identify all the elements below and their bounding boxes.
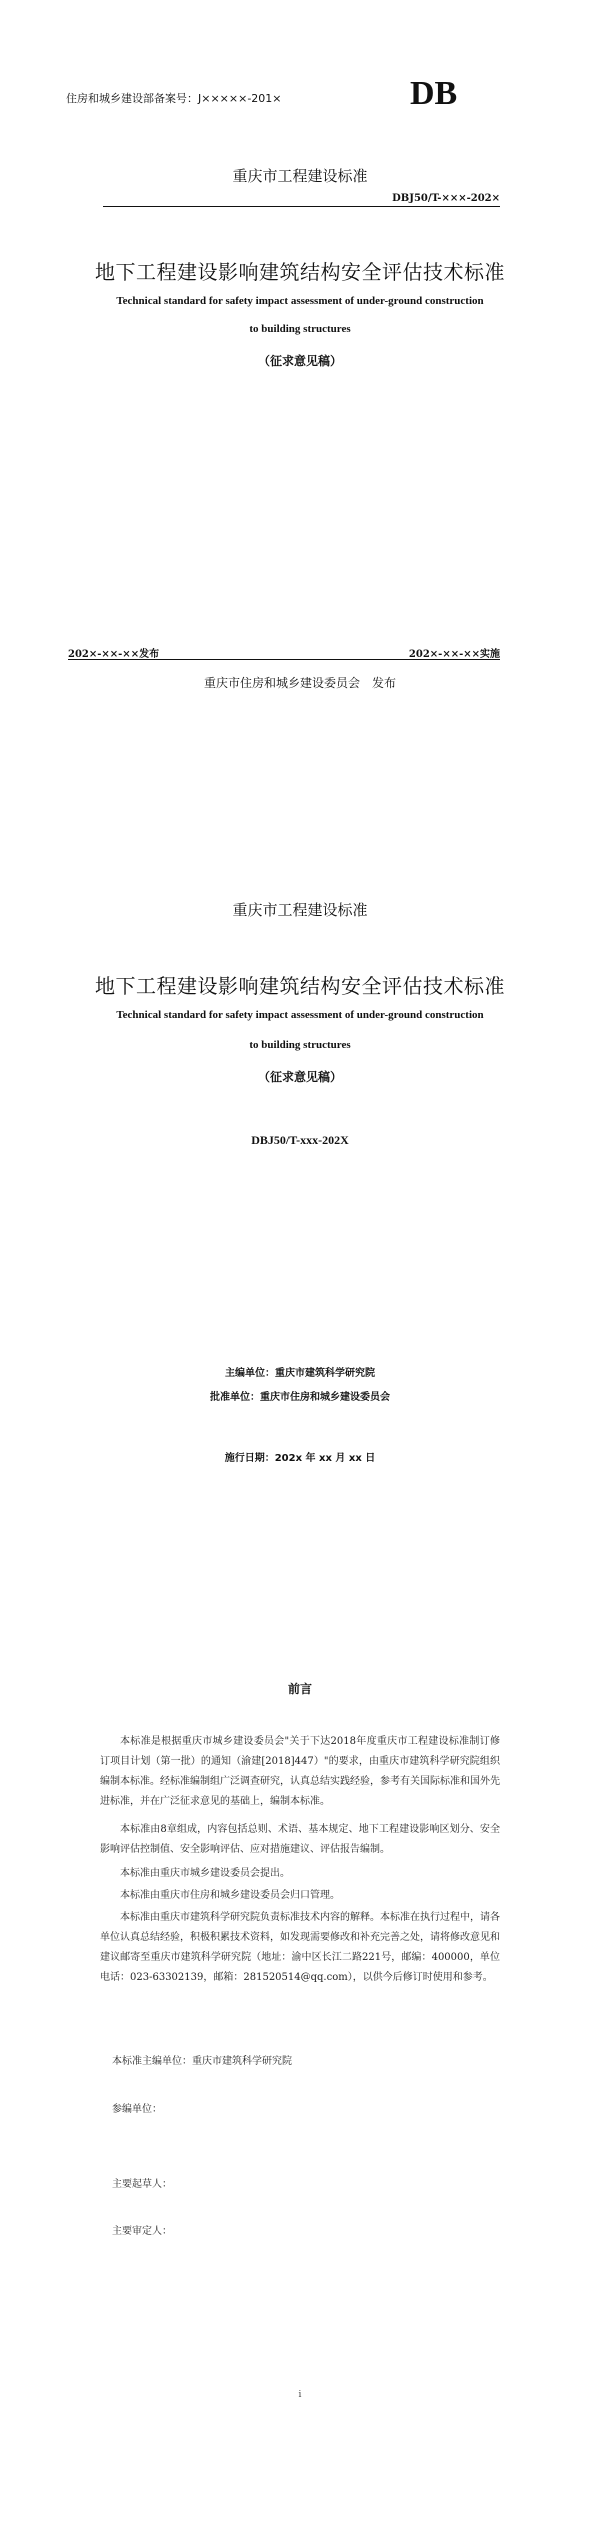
- cover-series: 重庆市工程建设标准: [232, 167, 368, 185]
- db-mark: DB: [410, 75, 458, 112]
- participants-line: 参编单位：: [112, 2104, 162, 2115]
- cover-title-cn: 地下工程建设影响建筑结构安全评估技术标准: [95, 260, 505, 284]
- cover-title-en-2: to building structures: [249, 323, 351, 335]
- cover-title-en-1: Technical standard for safety impact assessment of under-ground construction: [116, 295, 484, 307]
- approval-unit: 批准单位：重庆市住房和城乡建设委员会: [210, 1392, 390, 1403]
- reviewers-line: 主要审定人：: [112, 2226, 172, 2237]
- drafters-line: 主要起草人：: [112, 2179, 172, 2190]
- effective-date: 施行日期：202x 年 xx 月 xx 日: [224, 1453, 376, 1464]
- title-page-draft-label: （征求意见稿）: [257, 1070, 342, 1084]
- cover-code-rule: [103, 206, 500, 207]
- implementation-date: 202×-××-××实施: [408, 649, 500, 660]
- preface-heading: 前言: [287, 1682, 312, 1696]
- issue-date: 202×-××-××发布: [68, 649, 160, 660]
- record-number: 住房和城乡建设部备案号：J×××××-201×: [66, 92, 282, 105]
- cover-code: DBJ50/T-×××-202×: [392, 193, 500, 204]
- chief-unit-line: 本标准主编单位：重庆市建筑科学研究院: [112, 2056, 292, 2067]
- title-page-title-en-2: to building structures: [249, 1039, 351, 1051]
- title-page-title-en-1: Technical standard for safety impact assessment of under-ground construction: [116, 1009, 484, 1021]
- publisher: 重庆市住房和城乡建设委员会 发布: [203, 676, 396, 690]
- title-page-title-cn: 地下工程建设影响建筑结构安全评估技术标准: [95, 974, 505, 998]
- title-page-code: DBJ50/T-xxx-202X: [251, 1133, 349, 1147]
- date-rule: [68, 659, 500, 660]
- page-number: i: [298, 2390, 302, 2400]
- preface-paragraph-3: 本标准由重庆市城乡建设委员会提出。: [120, 1868, 290, 1879]
- chief-editor-unit: 主编单位：重庆市建筑科学研究院: [225, 1368, 375, 1379]
- cover-draft-label: （征求意见稿）: [257, 354, 342, 368]
- preface-paragraph-4: 本标准由重庆市住房和城乡建设委员会归口管理。: [120, 1890, 340, 1901]
- preface-paragraph-1: 本标准是根据重庆市城乡建设委员会"关于下达2018年度重庆市工程建设标准制订修订项目计划（第一批）的通知（渝建[2018]447）"的要求，由重庆市建筑科学研究院组织编制本标准。经标准编制组广泛调查研究，认真总结实践经验，参考有关国际标准和国外先进标准，并在广泛征求意见的基础上，编制本标准。: [100, 1736, 500, 1807]
- title-page-series: 重庆市工程建设标准: [232, 901, 368, 919]
- preface-paragraph-2: 本标准由8章组成，内容包括总则、术语、基本规定、地下工程建设影响区划分、安全影响评估控制值、安全影响评估、应对措施建议、评估报告编制。: [100, 1824, 500, 1855]
- preface-paragraph-5: 本标准由重庆市建筑科学研究院负责标准技术内容的解释。本标准在执行过程中，请各单位认真总结经验，积极积累技术资料，如发现需要修改和补充完善之处，请将修改意见和建议邮寄至重庆市建筑科学研究院（地址：渝中区长江二路221号，邮编：400000，单位电话：023-63302139，邮箱：281520514@qq.com），以供今后修订时使用和参考。: [100, 1912, 500, 1983]
